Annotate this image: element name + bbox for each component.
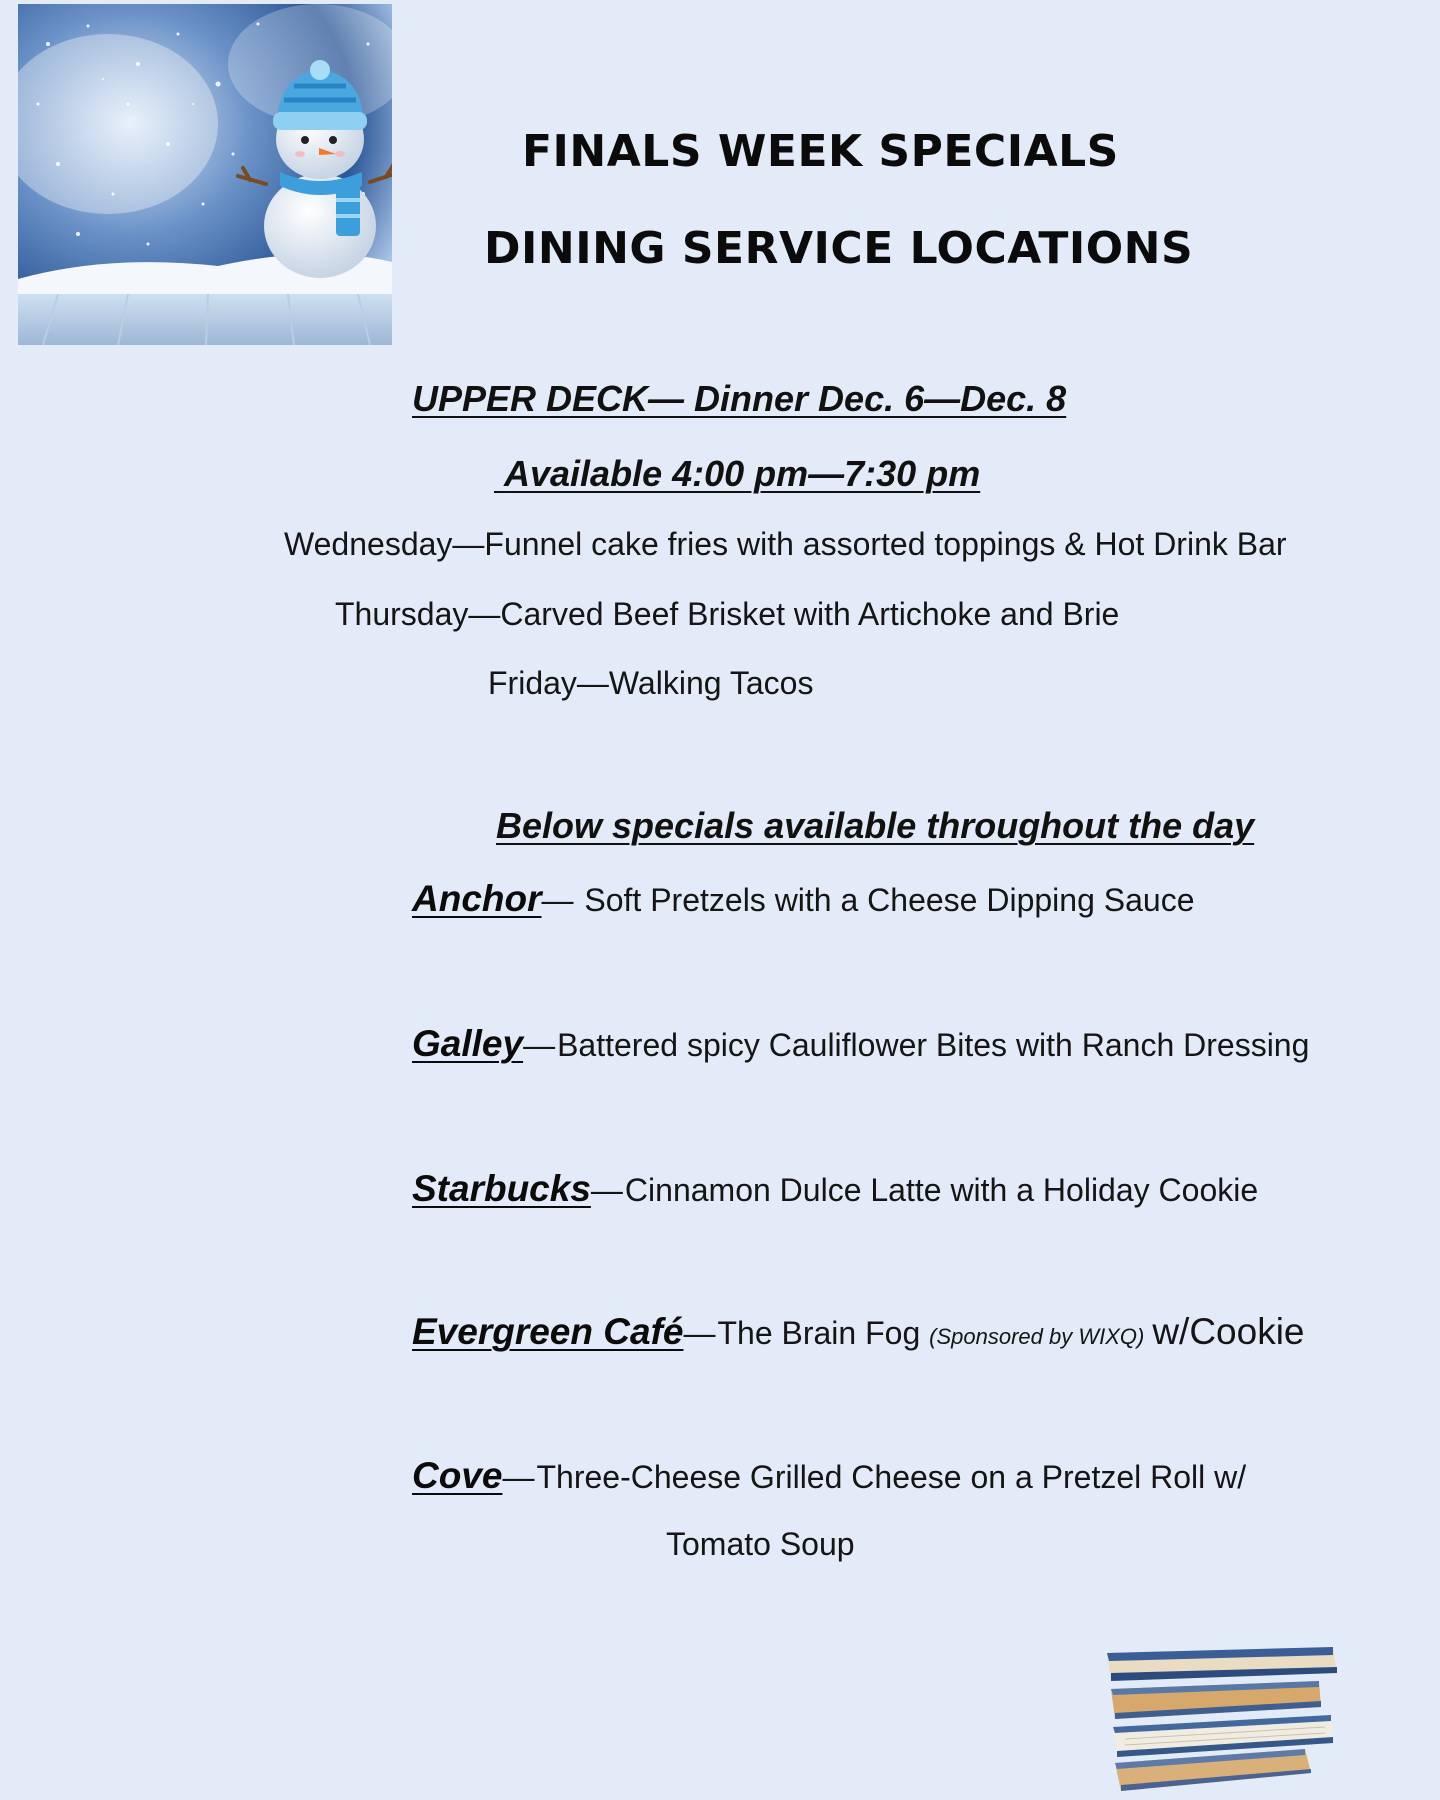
- day-separator: —: [468, 596, 501, 632]
- location-name: Starbucks: [412, 1168, 591, 1209]
- upper-deck-day-wednesday: [284, 526, 1287, 563]
- special-separator: —: [502, 1459, 535, 1495]
- upper-deck-day-friday: [488, 665, 813, 702]
- special-starbucks: [412, 1168, 1258, 1210]
- all-day-heading: Below specials available throughout the day: [496, 805, 1255, 846]
- day-item: Carved Beef Brisket with Artichoke and Brie: [500, 596, 1120, 632]
- day-separator: —: [576, 665, 609, 701]
- upper-deck-hours-text: Available 4:00 pm—7:30 pm: [504, 453, 981, 494]
- upper-deck-hours: [494, 453, 980, 495]
- page-subtitle: DINING SERVICE LOCATIONS: [484, 223, 1194, 274]
- location-name: Cove: [412, 1455, 503, 1496]
- sponsor-note: (Sponsored by WIXQ): [929, 1324, 1145, 1349]
- snowman-winter-picture: [18, 4, 392, 345]
- special-anchor: [412, 878, 1195, 920]
- special-cove-continued: Tomato Soup: [666, 1526, 855, 1562]
- special-separator: —: [541, 882, 583, 918]
- special-item: Three-Cheese Grilled Cheese on a Pretzel Roll w/: [536, 1459, 1247, 1495]
- location-name: Galley: [412, 1023, 524, 1064]
- page-title: FINALS WEEK SPECIALS: [522, 126, 1119, 177]
- special-item: Battered spicy Cauliflower Bites with Ranch Dressing: [557, 1027, 1310, 1063]
- book-stack-picture: [1105, 1645, 1345, 1793]
- day-item: Funnel cake fries with assorted toppings & Hot Drink Bar: [484, 526, 1287, 562]
- special-galley: [412, 1023, 1309, 1065]
- location-name: Evergreen Café: [412, 1311, 684, 1352]
- special-item: The Brain Fog: [717, 1315, 921, 1351]
- day-name: Friday: [488, 665, 577, 701]
- special-item: Cinnamon Dulce Latte with a Holiday Cookie: [624, 1172, 1259, 1208]
- special-item-tail: w/Cookie: [1152, 1311, 1305, 1352]
- day-name: Wednesday: [284, 526, 453, 562]
- special-item: Soft Pretzels with a Cheese Dipping Sauce: [584, 882, 1195, 918]
- upper-deck-day-thursday: [335, 596, 1119, 633]
- day-separator: —: [452, 526, 485, 562]
- special-separator: —: [590, 1172, 623, 1208]
- upper-deck-heading: UPPER DECK— Dinner Dec. 6—Dec. 8: [412, 378, 1067, 419]
- location-name: Anchor: [412, 878, 542, 919]
- day-name: Thursday: [335, 596, 469, 632]
- special-evergreen-cafe: [412, 1311, 1305, 1353]
- special-cove: [412, 1455, 1246, 1497]
- day-item: Walking Tacos: [608, 665, 814, 701]
- special-separator: —: [523, 1027, 556, 1063]
- special-separator: —: [683, 1315, 716, 1351]
